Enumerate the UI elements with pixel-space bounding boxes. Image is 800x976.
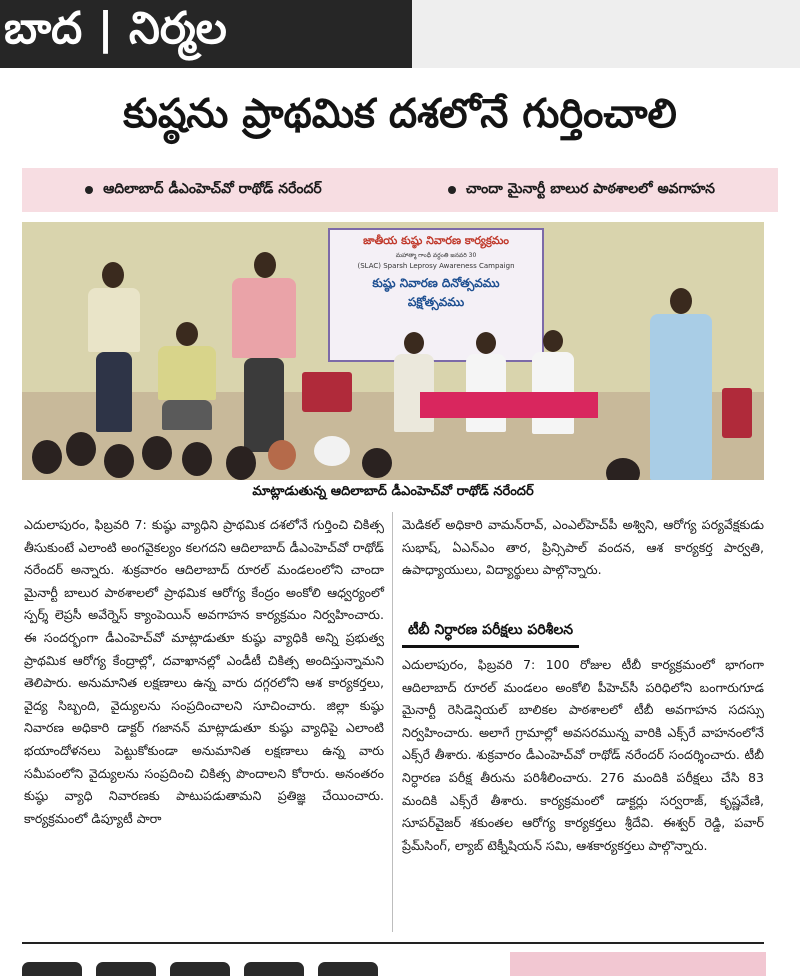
student-figure <box>268 440 296 470</box>
table <box>420 392 598 418</box>
banner-event: కుష్ఠు నివారణ దినోత్సవము <box>372 276 500 290</box>
next-article-headline-fragment <box>22 952 492 976</box>
photo-caption: మాట్లాడుతున్న ఆదిలాబాద్ డీఎంహెచ్‌వో రాథోడ్ నరేందర్ <box>252 484 534 499</box>
highlight-text: చాందా మైనార్టీ బాలుర పాఠశాలలో అవగాహన <box>465 180 715 197</box>
student-figure <box>226 446 256 480</box>
highlight-text: ఆదిలాబాద్ డీఎంహెచ్‌వో రాథోడ్ నరేందర్ <box>103 180 322 197</box>
section-title: బాద | నిర్మల <box>0 0 412 68</box>
subsection-title: టీబీ నిర్ధారణ పరీక్షలు పరిశీలన <box>402 618 579 648</box>
banner-subtitle: మహాత్మా గాంధీ వర్ధంతి జనవరి 30 <box>395 252 477 259</box>
student-figure <box>104 444 134 478</box>
article-body-left <box>24 514 384 830</box>
highlight-item <box>448 181 715 200</box>
banner-campaign: (SLAC) Sparsh Leprosy Awareness Campaign <box>357 262 515 270</box>
bullet-icon <box>448 186 456 194</box>
student-figure <box>314 436 350 466</box>
person-figure <box>650 288 712 480</box>
paragraph: ఎదులాపురం, ఫిబ్రవరి 7: కుష్ఠు వ్యాధిని ప్రాథమిక దశలోనే గుర్తించి చికిత్స తీసుకుంటే ఎలాంటి అంగవైకల్యం కలగదని ఆదిలాబాద్ డీఎంహెచ్‌వో రాథోడ్ నరేందర్ అన్నారు. శుక్రవారం ఆదిలాబాద్ రూరల్ మండలంలోని చాందా మైనార్టీ బాలుర పాఠశాలలో ప్రాథమిక ఆరోగ్య కేంద్రం అంకోలి ఆధ్వర్యంలో స్పర్శ్ లెప్రసీ అవేర్నెస్ క్యాంపెయిన్ అవగాహన కార్యక్రమం నిర్వహించారు. ఈ సందర్భంగా డీఎంహెచ్‌వో మాట్లాడుతూ కుష్ఠు వ్యాధికి అన్ని ప్రభుత్వ ప్రాథమిక ఆరోగ్య కేంద్రాల్లో, దవాఖానల్లో ఎండీటీ చికిత్స అందిస్తున్నామని తెలిపారు. అనుమానిత లక్షణాలు ఉన్న వారు దగ్గరలోని ఆశ కార్యకర్తలు, వైద్య సిబ్బంది, వైద్యులను సంప్రదించాలని సూచించారు. జిల్లా కుష్ఠు నివారణ అధికారి డాక్టర్ గజానన్ మాట్లాడుతూ కుష్ఠు వ్యాధిపై ఎలాంటి భయాందోళనలు పెట్టుకోకుండా అనుమానిత లక్షణాలు ఉన్న వారు సమీపంలోని వైద్యులను సంప్రదించి చికిత్స పొందాలని కోరారు. అనంతరం కుష్ఠు వ్యాధి నివారణకు పాటుపడుతామని ప్రతిజ్ఞ చేయించారు. కార్యక్రమంలో డిప్యూటీ పారా <box>24 517 384 826</box>
student-figure <box>362 448 392 478</box>
student-figure <box>606 458 640 480</box>
chair <box>722 388 752 438</box>
column-divider <box>392 512 393 932</box>
highlights-strip <box>22 168 778 212</box>
awareness-banner <box>328 228 544 362</box>
chair <box>302 372 352 412</box>
student-figure <box>182 442 212 476</box>
highlight-item <box>85 181 322 200</box>
student-figure <box>66 432 96 466</box>
banner-event-suffix: పక్షోత్సవము <box>407 295 465 309</box>
masthead <box>0 0 800 68</box>
next-article-strip <box>510 952 766 976</box>
student-figure <box>32 440 62 474</box>
banner-title: జాతీయ కుష్ఠు నివారణ కార్యక్రమం <box>363 234 509 247</box>
person-figure <box>156 322 218 432</box>
page-rule <box>22 942 764 944</box>
paragraph: మెడికల్ అధికారి వామన్‌రావ్, ఎంఎల్‌హెచ్‌పీ అశ్విని, ఆరోగ్య పర్యవేక్షకుడు సుభాష్, ఏఎన్‌ఎం తార, ప్రిన్సిపాల్ వందన, ఆశ కార్యకర్త పార్వతి, ఉపాధ్యాయులు, విద్యార్థులు పాల్గొన్నారు. <box>402 517 764 578</box>
bullet-icon <box>85 186 93 194</box>
person-figure <box>88 262 140 432</box>
person-figure <box>532 330 574 434</box>
article-headline: కుష్ఠను ప్రాథమిక దశలోనే గుర్తించాలి <box>123 91 677 137</box>
paragraph: ఎదులాపురం, ఫిబ్రవరి 7: 100 రోజుల టీబీ కార్యక్రమంలో భాగంగా ఆదిలాబాద్ రూరల్ మండలం అంకోలి పీహెచ్‌సీ పరిధిలోని బంగారుగూడ మైనార్టీ రెసిడెన్షియల్ బాలికల పాఠశాలలో టీబీ అవగాహన సదస్సు నిర్వహించారు. అలాగే గ్రామాల్లో అవసరమున్న వారికి ఎక్స్‌రే వాహనంలోనే ఎక్స్‌రే తీశారు. శుక్రవారం డీఎంహెచ్‌వో రాథోడ్ నరేందర్ సందర్శించారు. టీబీ నిర్ధారణ పరీక్ష తీరును పరిశీలించారు. 276 మందికి పరీక్షలు చేసి 83 మందికి ఎక్స్‌రే తీశారు. కార్యక్రమంలో డాక్టర్లు సర్వరాజ్, కృష్ణవేణి, సూపర్‌వైజర్ శకుంతల ఆరోగ్య కార్యకర్తలు శ్రీదేవి. ఈశ్వర్ రెడ్డి, పవార్ ప్రేమ్‌సింగ్, ల్యాబ్ టెక్నీషియన్ సమి, ఆశకార్యకర్తలు పాల్గొన్నారు. <box>402 657 764 853</box>
article-body-right <box>402 514 764 582</box>
speaker-figure <box>232 252 296 452</box>
tb-article-body <box>402 654 764 857</box>
article-photo <box>22 222 764 480</box>
student-figure <box>142 436 172 470</box>
